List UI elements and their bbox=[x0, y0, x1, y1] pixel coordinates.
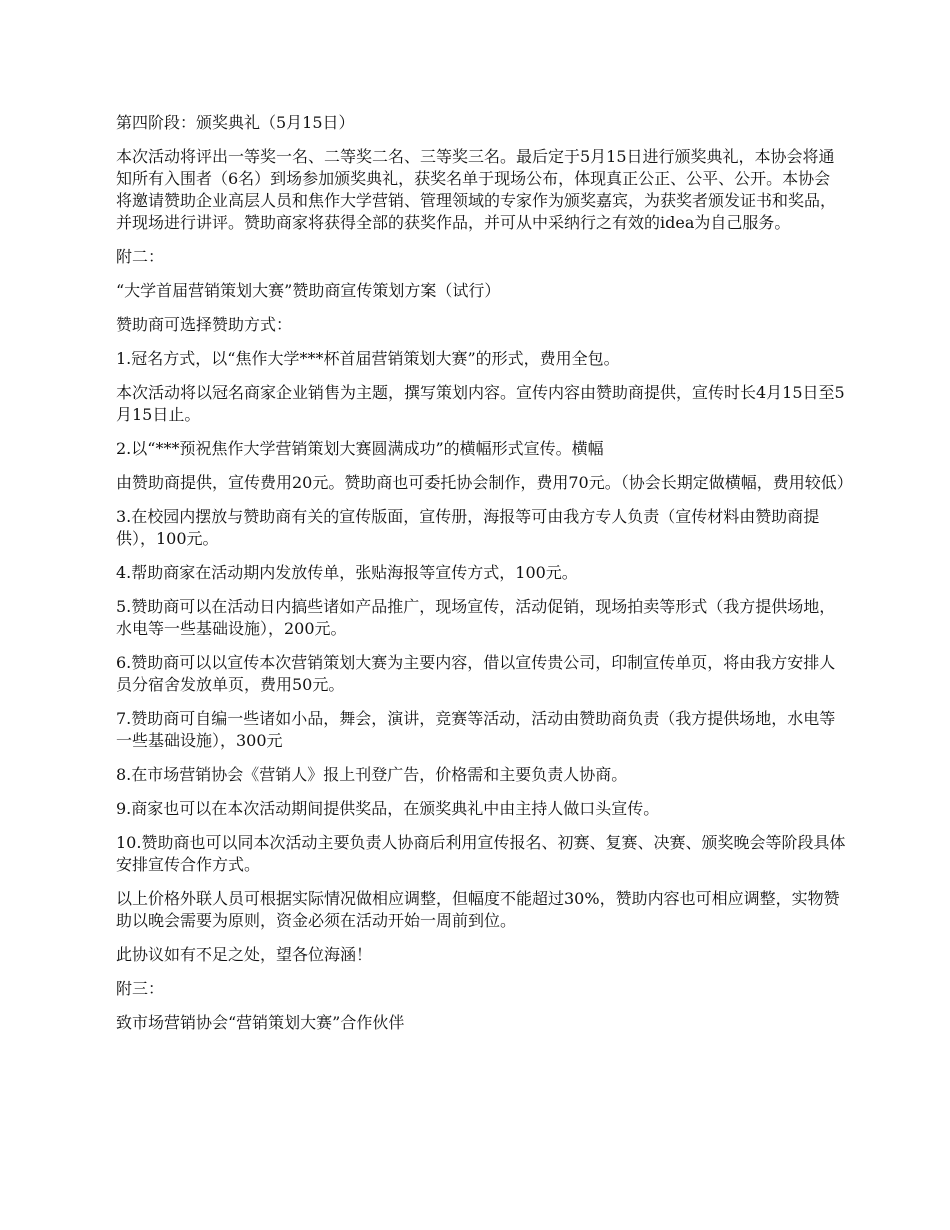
partner-letter-heading: 致市场营销协会“营销策划大赛”合作伙伴 bbox=[116, 1013, 405, 1032]
option-1-title-sponsor: 1.冠名方式，以“焦作大学***杯首届营销策划大赛”的形式，费用全包。 bbox=[116, 349, 620, 368]
sponsor-options-intro: 赞助商可选择赞助方式： bbox=[116, 315, 293, 334]
appendix-two-heading: 附二： bbox=[116, 247, 165, 266]
option-6-leaflets: 6.赞助商可以以宣传本次营销策划大赛为主要内容，借以宣传贵公司，印制宣传单页，将由我方安排人员分宿舍发放单页，费用50元。 bbox=[116, 653, 836, 694]
option-3-display-boards: 3.在校园内摆放与赞助商有关的宣传版面，宣传册，海报等可由我方专人负责（宣传材料由赞助商提供），100元。 bbox=[116, 507, 820, 548]
option-10-stage-promotion: 10.赞助商也可以同本次活动主要负责人协商后利用宣传报名、初赛、复赛、决赛、颁奖晚会等阶段具体安排宣传合作方式。 bbox=[116, 833, 846, 874]
sponsor-plan-title: “大学首届营销策划大赛”赞助商宣传策划方案（试行） bbox=[116, 281, 501, 300]
option-2-banner: 2.以“***预祝焦作大学营销策划大赛圆满成功”的横幅形式宣传。横幅 bbox=[116, 439, 604, 458]
option-2-details: 由赞助商提供，宣传费用20元。赞助商也可委托协会制作，费用70元。（协会长期定做横幅，费用较低） bbox=[116, 473, 853, 492]
price-adjustment-note: 以上价格外联人员可根据实际情况做相应调整，但幅度不能超过30%，赞助内容也可相应调整，实物赞助以晚会需要为原则，资金必须在活动开始一周前到位。 bbox=[116, 889, 840, 930]
appendix-three-heading: 附三： bbox=[116, 979, 165, 998]
stage-four-heading: 第四阶段：颁奖典礼（5月15日） bbox=[116, 113, 355, 132]
closing-remark: 此协议如有不足之处，望各位海涵！ bbox=[116, 945, 373, 964]
option-1-details: 本次活动将以冠名商家企业销售为主题，撰写策划内容。宣传内容由赞助商提供，宣传时长4月15日至5月15日止。 bbox=[116, 383, 845, 424]
document-body bbox=[116, 112, 853, 1046]
award-ceremony-paragraph: 本次活动将评出一等奖一名、二等奖二名、三等奖三名。最后定于5月15日进行颁奖典礼，本协会将通知所有入围者（6名）到场参加颁奖典礼，获奖名单于现场公布，体现真正公正、公平、公开。本协会将邀请赞助企业高层人员和焦作大学营销、管理领域的专家作为颁奖嘉宾，为获奖者颁发证书和奖品，并现场进行讲评。赞助商家将获得全部的获奖作品，并可从中采纳行之有效的idea为自己服务。 bbox=[116, 147, 837, 232]
option-5-onsite-promotion: 5.赞助商可以在活动日内搞些诸如产品推广，现场宣传，活动促销，现场拍卖等形式（我方提供场地，水电等一些基础设施），200元。 bbox=[116, 597, 836, 638]
option-9-prizes: 9.商家也可以在本次活动期间提供奖品，在颁奖典礼中由主持人做口头宣传。 bbox=[116, 799, 660, 818]
option-8-newspaper-ad: 8.在市场营销协会《营销人》报上刊登广告，价格需和主要负责人协商。 bbox=[116, 765, 628, 784]
option-4-flyers: 4.帮助商家在活动期内发放传单，张贴海报等宣传方式，100元。 bbox=[116, 563, 578, 582]
option-7-events: 7.赞助商可自编一些诸如小品，舞会，演讲，竞赛等活动，活动由赞助商负责（我方提供场地，水电等一些基础设施），300元 bbox=[116, 709, 836, 750]
